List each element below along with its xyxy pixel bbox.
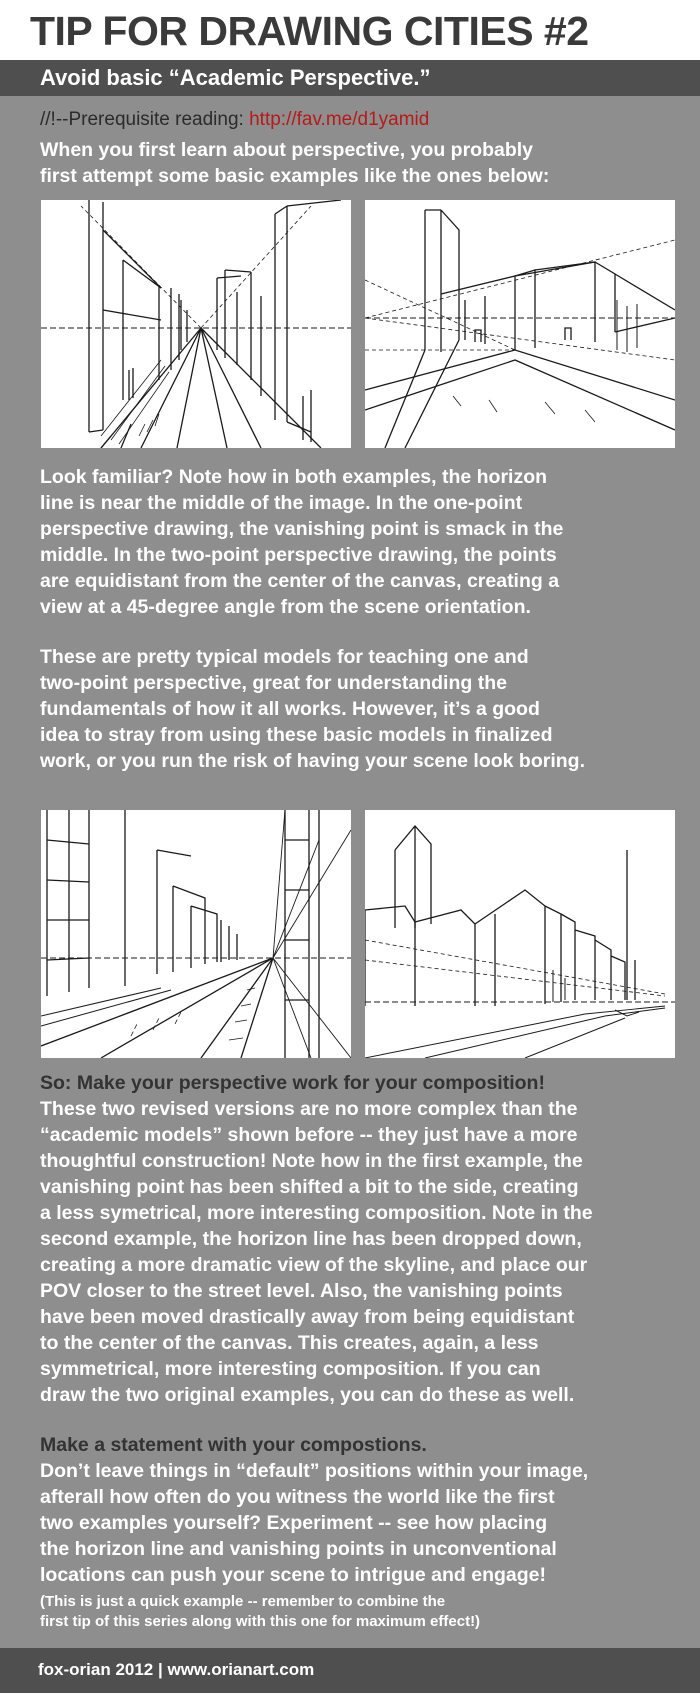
footnote-line: (This is just a quick example -- remember to combine the [40,1593,446,1610]
typical-line: work, or you run the risk of having your scene look boring. [40,750,586,772]
statement-heading: Make a statement with your compostions. [40,1434,427,1456]
intro-paragraph [40,137,670,189]
composition-line: thoughtful construction! Note how in the first example, the [40,1150,583,1172]
typical-line: two-point perspective, great for understanding the [40,672,507,694]
composition-line: draw the two original examples, you can do these as well. [40,1384,575,1406]
composition-line: a less symetrical, more interesting composition. Note in the [40,1202,593,1224]
typical-paragraph [40,644,670,774]
statement-line: locations can push your scene to intrigue and engage! [40,1564,547,1586]
familiar-line: are equidistant from the center of the canvas, creating a [40,570,560,592]
figure-revised-two-point [365,810,675,1058]
figure-basic-one-point [41,200,351,448]
composition-line: to the center of the canvas. This creates, again, a less [40,1332,539,1354]
familiar-line: view at a 45-degree angle from the scene orientation. [40,596,531,618]
familiar-line: line is near the middle of the image. In the one-point [40,492,523,514]
composition-line: These two revised versions are no more complex than the [40,1098,578,1120]
page-subtitle: Avoid basic “Academic Perspective.” [40,65,431,90]
composition-line: POV closer to the street level. Also, the vanishing points [40,1280,563,1302]
footer-band [0,1648,700,1693]
typical-line: fundamentals of how it all works. However, it’s a good [40,698,540,720]
composition-paragraph [40,1070,670,1408]
intro-line: When you first learn about perspective, you probably [40,139,534,161]
familiar-paragraph [40,464,670,620]
figure-basic-two-point [365,200,675,448]
revised-one-point-sketch-icon [41,810,351,1058]
intro-line: first attempt some basic examples like the ones below: [40,165,550,187]
figure-revised-one-point [41,810,351,1058]
composition-line: vanishing point has been shifted a bit to the side, creating [40,1176,579,1198]
composition-line: creating a more dramatic view of the skyline, and place our [40,1254,588,1276]
statement-line: the horizon line and vanishing points in unconventional [40,1538,557,1560]
familiar-line: middle. In the two-point perspective drawing, the points [40,544,557,566]
revised-two-point-sketch-icon [365,810,675,1058]
one-point-sketch-icon [41,200,351,448]
familiar-line: Look familiar? Note how in both examples, the horizon [40,466,548,488]
footnote-line: first tip of this series along with this one for maximum effect!) [40,1613,481,1630]
statement-line: Don’t leave things in “default” positions within your image, [40,1460,589,1482]
prerequisite-line [40,108,429,132]
two-point-sketch-icon [365,200,675,448]
familiar-line: perspective drawing, the vanishing point is smack in the [40,518,564,540]
page-title: TIP FOR DRAWING CITIES #2 [30,8,589,54]
typical-line: These are pretty typical models for teaching one and [40,646,529,668]
title-band [0,0,700,60]
prerequisite-label: //!--Prerequisite reading: [40,109,250,130]
composition-line: symmetrical, more interesting composition. If you can [40,1358,541,1380]
statement-line: two examples yourself? Experiment -- see how placing [40,1512,548,1534]
subtitle-band [0,60,700,96]
footnote [40,1592,660,1632]
statement-line: afterall how often do you witness the world like the first [40,1486,555,1508]
composition-line: “academic models” shown before -- they just have a more [40,1124,578,1146]
composition-heading: So: Make your perspective work for your composition! [40,1072,545,1094]
statement-paragraph [40,1432,670,1588]
prerequisite-link[interactable]: http://fav.me/d1yamid [249,109,430,130]
composition-line: have been moved drastically away from being equidistant [40,1306,575,1328]
composition-line: second example, the horizon line has been dropped down, [40,1228,582,1250]
footer-credit: fox-orian 2012 | www.orianart.com [38,1660,315,1679]
typical-line: idea to stray from using these basic models in finalized [40,724,553,746]
